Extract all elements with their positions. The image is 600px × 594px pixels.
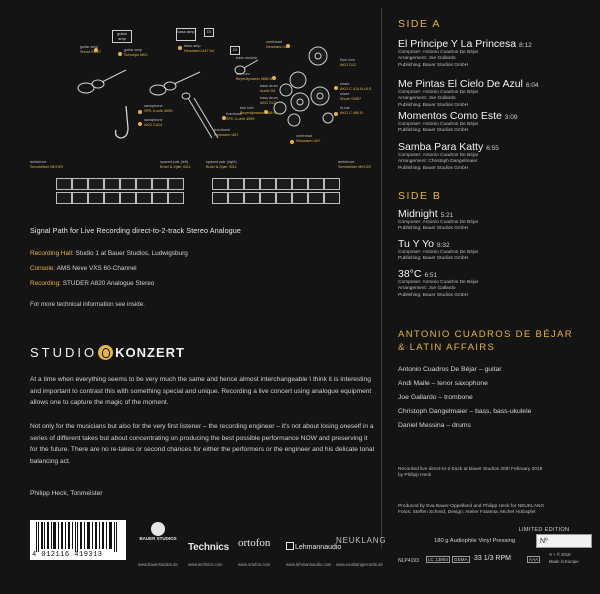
mic-label: bass amp Neumann U47 fet (184, 44, 214, 53)
produced-note: Produced by Eva Bauer-Oppelland and Philipp Heck for NEUKLANG Fotos: Steffen Schmid, Design: Atelier Fatamta, Michel Holzapfel (398, 504, 545, 516)
mic-label: spaced pair (left) Brüel & Kjær 4011 (160, 160, 191, 169)
saxophone-icon (116, 106, 129, 138)
ortofon-logo: ortofon (238, 537, 271, 549)
konzert-logo-icon (98, 345, 113, 360)
studio-konzert-logo: STUDIO KONZERT (30, 345, 185, 360)
track-item: Me Pintas El Cielo De Azul 6:04 Composer: Antonio Cuadros De Béjar Arrangement: Joe Gallardo Publishing: Bauer Studios GmbH (398, 78, 539, 108)
mic-label: guitar amp Schoeps MK2 (124, 48, 148, 57)
drum-kit-icon (274, 47, 333, 126)
mic-label: bass drum Audix D6 (260, 84, 278, 93)
recording-row: Recording: STUDER A820 Analogue Stereo (30, 280, 155, 287)
artist-name: ANTONIO CUADROS DE BÉJAR & LATIN AFFAIRS (398, 329, 573, 353)
mic-label: overhead Neumann U67 (266, 40, 291, 49)
technics-logo: Technics (188, 542, 230, 553)
recorded-note: Recorded live direct-to-2-track at Bauer Studios 20th February 2018 by Philipp Heck (398, 467, 543, 479)
bauer-studios-logo: BAUER STUDIOS (138, 522, 178, 541)
track-item: Samba Para Katty 6:55 Composer: Antonio Cuadros De Béjar Arrangement: Christoph Dangelmaier Publishing: Bauer Studios GmbH (398, 141, 499, 171)
url-text: www.bauerstudios.de (138, 562, 178, 567)
url-text: www.neuklangrecords.de (336, 562, 383, 567)
side-a-heading: SIDE A (398, 18, 441, 30)
limited-edition: LIMITED EDITION (518, 527, 570, 533)
url-text: www.ortofon.com (238, 562, 271, 567)
barcode (30, 520, 126, 560)
track-item: Midnight 5:21 Composer: Antonio Cuadros De Béjar Publishing: Bauer Studios GmbH (398, 208, 479, 232)
mic-label: spaced pair (right) Brüel & Kjær 4011 (206, 160, 237, 169)
mic-label: bass drum AKG D12 (260, 96, 278, 105)
catalog-number: NLP4193 (398, 558, 419, 564)
mic-label: hi-hat AKG C 460 B (340, 106, 363, 115)
bass-guitar-icon (150, 72, 200, 95)
mic-label: guitar amp Shure SM57 (80, 45, 102, 54)
side-b-heading: SIDE B (398, 190, 442, 202)
vinyl-pressing: 180 g Audiophile Vinyl Pressing (434, 538, 516, 544)
more-info-note: For more technical information see inside. (30, 301, 145, 308)
guitar-amp-box: guitar amp (112, 30, 132, 43)
mic-label: snare Shure SM57 (340, 92, 362, 101)
liner-paragraph: At a time when everything seems to be very much the same and hence almost interchangeable I think it is interesting and important to contrast this with something special and unique. Recording a live concert using analogue equipment allows one to capture the magic of the moment. (30, 376, 372, 407)
lineup-item: Daniel Messina – drums (398, 422, 471, 429)
mic-label: tom tom Beyerdynamic M88 N (236, 72, 273, 81)
mic-label: bass ukulele (236, 56, 258, 60)
edition-number-box: Nº (536, 534, 592, 548)
lineup-item: Andi Maile – tenor saxophone (398, 380, 488, 387)
di-box: DI (204, 28, 214, 37)
track-item: Momentos Como Este 3:09 Composer: Antonio Cuadros De Béjar Publishing: Bauer Studios GmbH (398, 110, 518, 134)
url-text: www.lehmannaudio.com (286, 562, 332, 567)
mic-label: trombone SPK 4-cele 4059 (226, 112, 255, 121)
lineup-item: Joe Gallardo – trombone (398, 394, 473, 401)
stage-plot (28, 18, 373, 223)
rpm-label: 33 1/3 RPM (474, 555, 511, 562)
bass-amp-box: bass amp (176, 28, 196, 41)
neuklang-logo: NEUKLANG (336, 536, 387, 545)
mic-label: overhead Neumann U67 (296, 134, 321, 143)
lehmannaudio-logo: Lehmannaudio (286, 542, 341, 551)
mic-label: ambience Sennheiser MKH20 (30, 160, 63, 169)
column-divider (381, 8, 382, 548)
made-in: Made in Europe (549, 559, 579, 564)
signature: Philipp Heck, Tonmeister (30, 490, 103, 497)
lineup-item: Christoph Dangelmaier – bass, bass-ukulele (398, 408, 532, 415)
gema-badge: GEMA (454, 557, 468, 562)
barcode-number: 4 012116 419313 (32, 551, 103, 559)
mic-label: tom tom Beyerdynamic M88 N (240, 106, 277, 115)
trombone-icon (182, 93, 218, 138)
signal-path-title: Signal Path for Live Recording direct-to-2-track Stereo Analogue (30, 226, 241, 235)
lineup-item: Antonio Cuadros De Béjar – guitar (398, 366, 502, 373)
guitar-icon (78, 70, 126, 93)
recording-hall-row: Recording Hall: Studio 1 at Bauer Studios, Ludwigsburg (30, 250, 188, 257)
aaa-badge: AAA (529, 557, 539, 562)
di-box: DI (230, 46, 240, 55)
mic-label: floor tom AKG D12 (340, 58, 357, 67)
track-item: 38°C 6:51 Composer: Antonio Cuadros De Béjar Arrangement: Joe Gallardo Publishing: Bauer Studios GmbH (398, 268, 479, 298)
track-item: El Principe Y La Princesa 8:12 Composer: Antonio Cuadros De Béjar Arrangement: Joe Gallardo Publishing: Bauer Studios GmbH (398, 38, 532, 68)
console-row: Console: AMS Neve VXS 60-Channel (30, 265, 137, 272)
mic-label: saxophone AKG C414 (144, 118, 163, 127)
mic-label: snare AKG C 414 B-ULS (340, 82, 372, 91)
url-text: www.technics.com (188, 562, 223, 567)
lc-code-badge: LC 13854 (428, 557, 448, 562)
copyright: ℗ + © 2018 (549, 552, 571, 557)
mic-label: saxophone SPK 4-cele 4059 (144, 104, 173, 113)
liner-paragraph: Not only for the musicians but also for the very first listener – the recording engineer – it's not about losing oneself in a series of different takes but about concentrating on producing the best possible performance NOW and preserving it for the future. There are no re-takes or second chances for either the performers or the engineer and his delicate tonal balancing act. (30, 423, 375, 465)
track-item: Tu Y Yo 8:32 Composer: Antonio Cuadros De Béjar Publishing: Bauer Studios GmbH (398, 238, 479, 262)
mic-label: trombone Neumann U87 (214, 128, 239, 137)
barcode-bars-icon (30, 522, 126, 554)
mic-label: ambience Sennheiser MKH20 (338, 160, 371, 169)
